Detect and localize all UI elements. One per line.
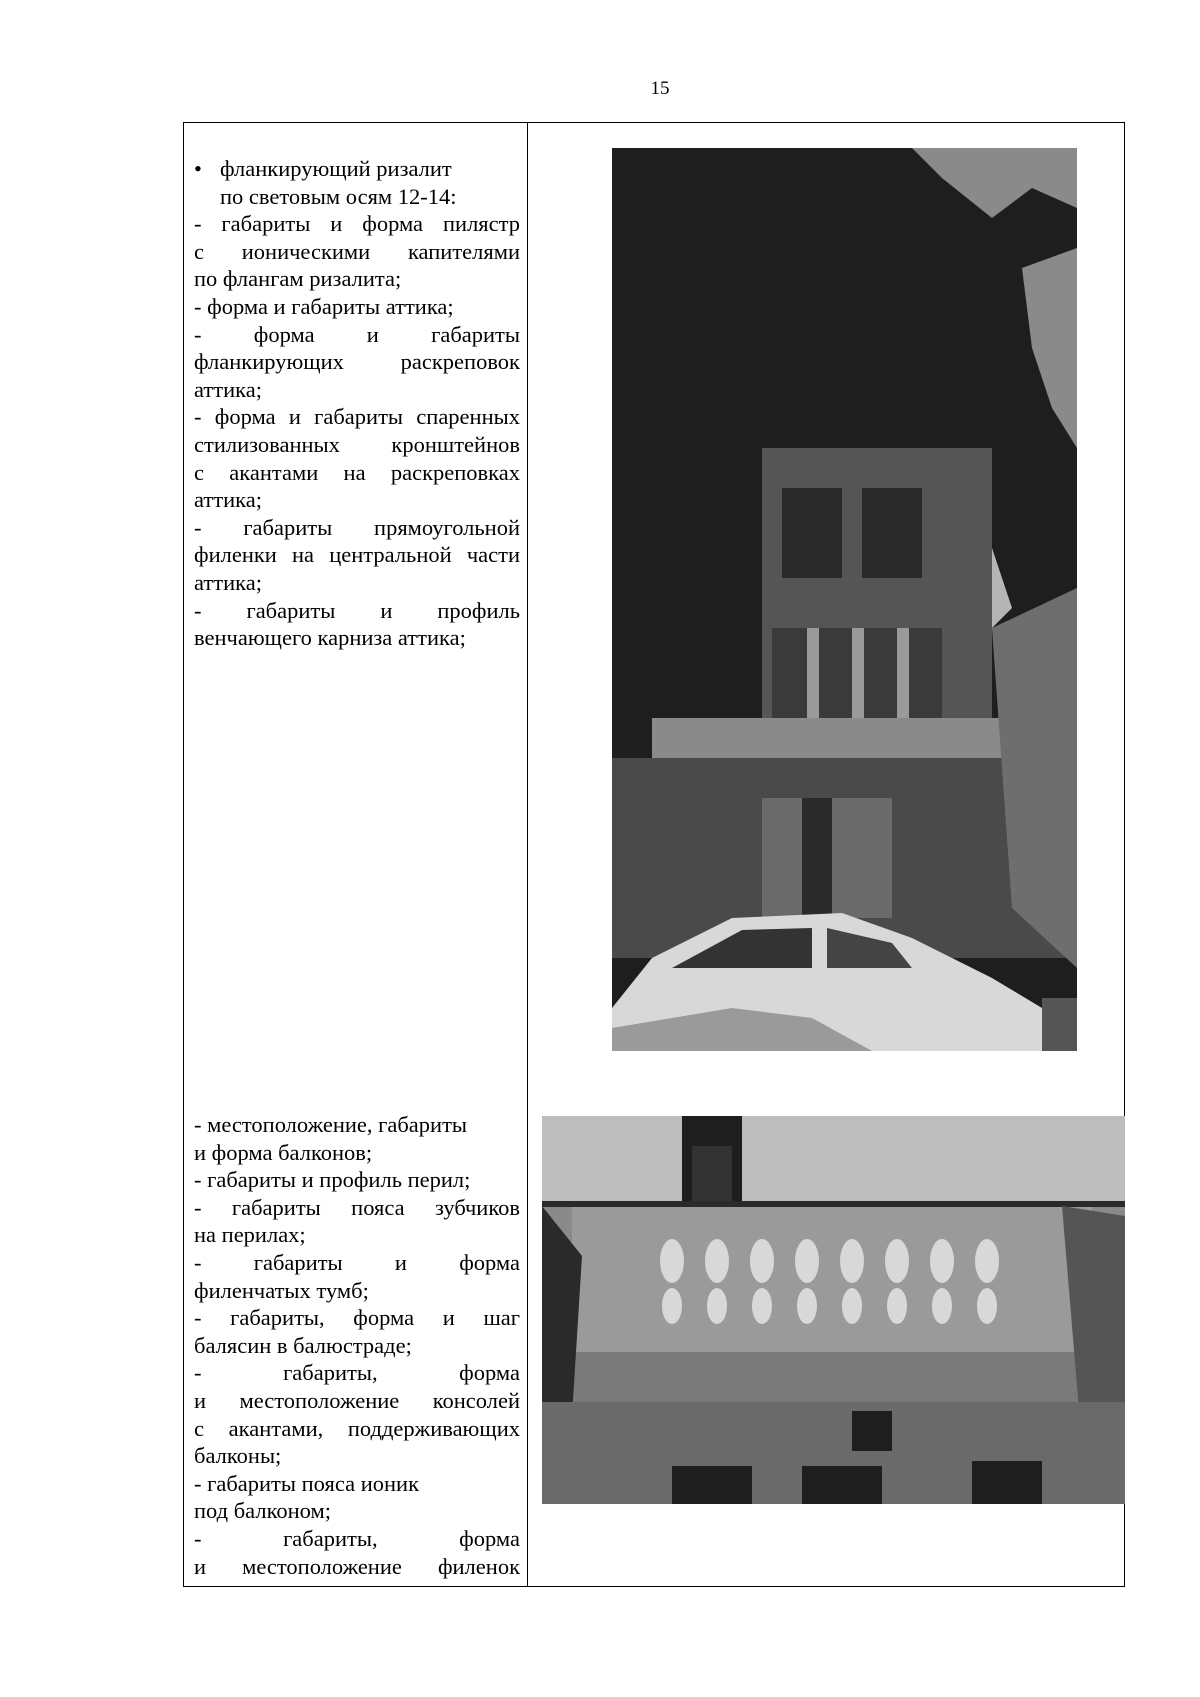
text-line: - габариты и профиль перил; [194,1167,471,1193]
text-line: - габариты и профиль [194,597,520,623]
text-line: - габариты, форма [194,1360,520,1386]
text-line: аттика; [194,376,262,402]
page-number: 15 [650,78,670,99]
facade-photo-image [612,148,1077,1051]
text-line: аттика; [194,569,262,595]
section1-text [194,155,520,652]
text-line: венчающего карниза аттика; [194,625,466,651]
text-line: балясин в балюстраде; [194,1332,412,1358]
text-line: с акантами, поддерживающих [194,1415,520,1441]
section2-text [194,1111,520,1580]
text-line: - местоположение, габариты [194,1112,468,1137]
content-table [183,122,1125,1587]
text-line: филенки на центральной части [194,542,520,568]
text-line: - форма и габариты [194,321,520,347]
text-line: фланкирующих раскреповок [194,349,520,375]
balcony-photo [542,1116,1125,1504]
text-line: аттика; [194,487,262,513]
text-line: - габариты и форма пилястр [194,211,520,237]
facade-photo [612,148,1077,1051]
text-line: балконы; [194,1443,282,1469]
text-line: на перилах; [194,1222,306,1248]
text-line: филенчатых тумб; [194,1277,369,1303]
text-line: стилизованных кронштейнов [194,431,520,457]
bullet-subheading: по световым осям 12-14: [220,183,457,209]
text-line: - габариты и форма [194,1249,520,1275]
text-line: и местоположение филенок [194,1553,520,1579]
text-line: - габариты, форма и шаг [194,1305,520,1331]
text-line: с ионическими капителями [194,238,520,264]
text-line: - форма и габариты аттика; [194,293,454,319]
bullet-heading: • фланкирующий ризалит [194,155,520,183]
text-line: и местоположение консолей [194,1387,520,1413]
text-line: с акантами на раскреповках [194,459,520,485]
column-divider [527,123,528,1586]
text-line: - габариты пояса ионик [194,1470,420,1496]
balcony-photo-image [542,1116,1125,1504]
text-line: под балконом; [194,1498,331,1524]
text-line: - форма и габариты спаренных [194,404,520,430]
text-line: и форма балконов; [194,1139,373,1165]
text-line: - габариты, форма [194,1525,520,1551]
text-line: по флангам ризалита; [194,266,402,292]
text-line: - габариты прямоугольной [194,514,520,540]
text-line: - габариты пояса зубчиков [194,1194,520,1220]
